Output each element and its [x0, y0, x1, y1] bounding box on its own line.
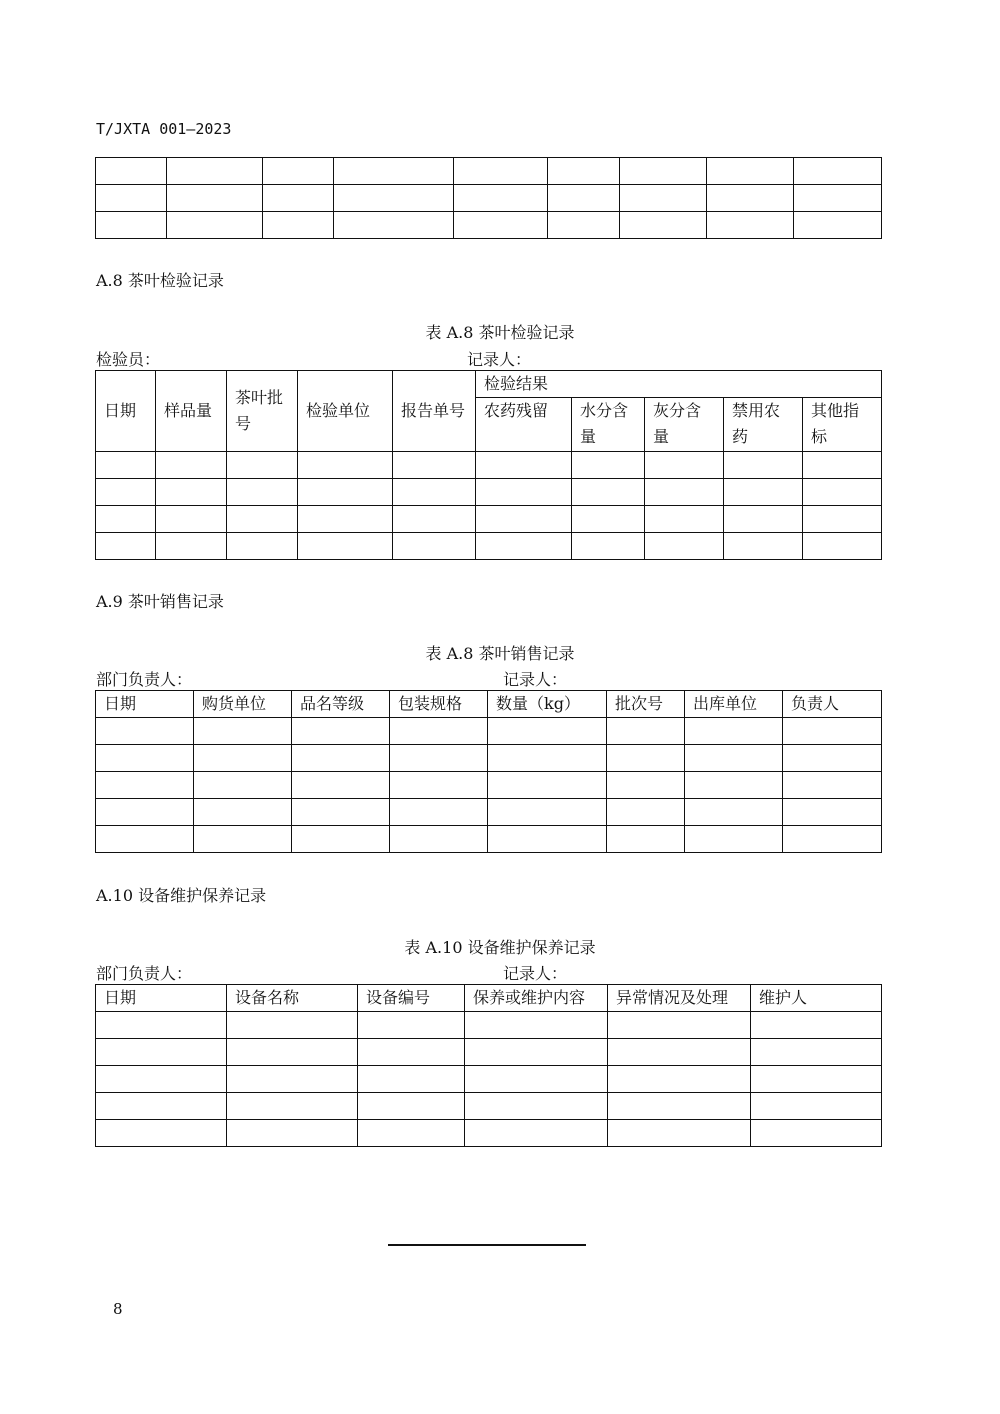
table-row — [96, 718, 882, 745]
table-row — [96, 799, 882, 826]
header-result: 检验结果 — [476, 371, 882, 398]
header-packaging: 包装规格 — [390, 691, 488, 718]
header-date: 日期 — [96, 691, 194, 718]
header-grade: 品名等级 — [292, 691, 390, 718]
inspection-record-table — [95, 370, 882, 560]
department-head-label-a10: 部门负责人： — [96, 964, 193, 983]
header-banned: 禁用农药 — [724, 398, 803, 452]
inspector-label: 检验员： — [96, 350, 161, 369]
table-row — [96, 826, 882, 853]
table-row — [96, 772, 882, 799]
section-title-a10: A.10 设备维护保养记录 — [96, 886, 267, 905]
table-row — [96, 745, 882, 772]
header-responsible: 负责人 — [783, 691, 882, 718]
header-pesticide: 农药残留 — [476, 398, 572, 452]
section-title-a9: A.9 茶叶销售记录 — [96, 592, 224, 611]
header-sample: 样品量 — [156, 371, 227, 452]
header-batch-no: 批次号 — [607, 691, 685, 718]
table-row — [96, 1120, 882, 1147]
table-row — [96, 1066, 882, 1093]
header-report: 报告单号 — [393, 371, 476, 452]
section-title-a8: A.8 茶叶检验记录 — [96, 271, 224, 290]
table-row — [96, 1039, 882, 1066]
table-row — [96, 1093, 882, 1120]
table-row — [96, 212, 882, 239]
recorder-label-a10: 记录人： — [503, 964, 568, 983]
header-batch: 茶叶批号 — [227, 371, 298, 452]
header-unit: 检验单位 — [298, 371, 393, 452]
header-anomaly: 异常情况及处理 — [608, 985, 751, 1012]
table-row — [96, 479, 882, 506]
table-row — [96, 452, 882, 479]
recorder-label-a8: 记录人： — [467, 350, 532, 369]
header-outbound-unit: 出库单位 — [685, 691, 783, 718]
table-caption-a8: 表 A.8 茶叶检验记录 — [425, 323, 575, 342]
document-code: T/JXTA 001—2023 — [96, 120, 232, 138]
header-date: 日期 — [96, 371, 156, 452]
header-quantity: 数量（kg） — [488, 691, 607, 718]
header-buyer: 购货单位 — [194, 691, 292, 718]
table-row — [96, 533, 882, 560]
header-maintainer: 维护人 — [751, 985, 882, 1012]
end-rule — [388, 1244, 586, 1246]
table-caption-a9: 表 A.8 茶叶销售记录 — [425, 644, 575, 663]
header-ash: 灰分含量 — [645, 398, 724, 452]
table-row — [96, 1012, 882, 1039]
recorder-label-a9: 记录人： — [503, 670, 568, 689]
header-maintenance-content: 保养或维护内容 — [465, 985, 608, 1012]
header-equipment-no: 设备编号 — [358, 985, 465, 1012]
table-row — [96, 185, 882, 212]
table-row — [96, 506, 882, 533]
continuation-table — [95, 157, 882, 239]
maintenance-record-table — [95, 984, 882, 1147]
header-other: 其他指标 — [803, 398, 882, 452]
table-row — [96, 158, 882, 185]
header-moisture: 水分含量 — [572, 398, 645, 452]
sales-record-table — [95, 690, 882, 853]
table-caption-a10: 表 A.10 设备维护保养记录 — [404, 938, 596, 957]
page-number: 8 — [113, 1300, 123, 1318]
header-equipment-name: 设备名称 — [227, 985, 358, 1012]
header-date: 日期 — [96, 985, 227, 1012]
department-head-label-a9: 部门负责人： — [96, 670, 193, 689]
